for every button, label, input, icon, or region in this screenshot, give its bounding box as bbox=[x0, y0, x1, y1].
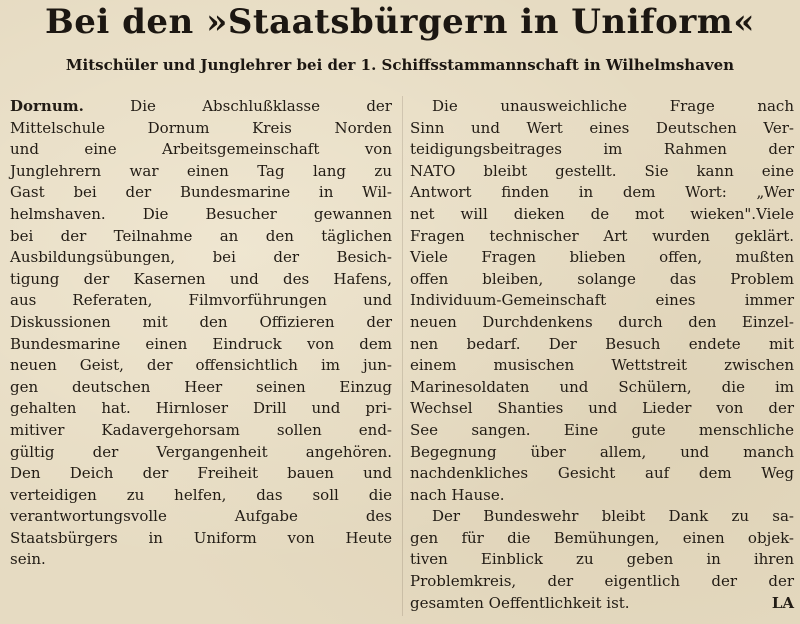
text-line: nachdenkliches Gesicht auf dem Weg bbox=[410, 464, 794, 483]
text-line: gültig der Vergangenheit angehören. bbox=[10, 442, 392, 461]
text-line: Marinesoldaten und Schülern, die im bbox=[410, 377, 794, 396]
text-line: offen bleiben, solange das Problem bbox=[410, 269, 794, 288]
text-line: neuen Durchdenkens durch den Einzel- bbox=[410, 312, 794, 331]
text-line: Staatsbürgers in Uniform von Heute bbox=[10, 528, 392, 547]
subheadline: Mitschüler und Junglehrer bei der 1. Schiffsstammannschaft in Wilhelmshaven bbox=[65, 56, 735, 74]
text-line: Antwort finden in dem Wort: „Wer bbox=[410, 183, 794, 202]
text-line: gehalten hat. Hirnloser Drill und pri- bbox=[10, 399, 392, 418]
text-line-content: gesamten Oeffentlichkeit ist. bbox=[410, 593, 630, 612]
text-line: Der Bundeswehr bleibt Dank zu sa- bbox=[432, 507, 794, 526]
text-line: aus Referaten, Filmvorführungen und bbox=[10, 291, 392, 310]
text-line: Junglehrern war einen Tag lang zu bbox=[10, 161, 392, 180]
right-column bbox=[410, 96, 794, 614]
text-line: Sinn und Wert eines Deutschen Ver- bbox=[410, 118, 794, 137]
text-line: teidigungsbeitrages im Rahmen der bbox=[410, 140, 794, 159]
headline: Bei den »Staatsbürgern in Uniform« bbox=[45, 2, 755, 42]
text-line: helmshaven. Die Besucher gewannen bbox=[10, 204, 392, 223]
text-line bbox=[10, 96, 392, 118]
text-line: mitiver Kadavergehorsam sollen end- bbox=[10, 420, 392, 439]
text-line: Fragen technischer Art wurden geklärt. bbox=[410, 226, 794, 245]
text-line: net will dieken de mot wieken".Viele bbox=[410, 204, 794, 223]
text-line: gen für die Bemühungen, einen objek- bbox=[410, 528, 794, 547]
text-line: bei der Teilnahme an den täglichen bbox=[10, 226, 392, 245]
text-line: verteidigen zu helfen, das soll die bbox=[10, 485, 392, 504]
author-signature: LA bbox=[771, 593, 794, 612]
text-line: Viele Fragen blieben offen, mußten bbox=[410, 248, 794, 267]
text-line: Mittelschule Dornum Kreis Norden bbox=[10, 118, 392, 137]
text-line-content: Die Abschlußklasse der bbox=[130, 97, 392, 115]
text-line: NATO bleibt gestellt. Sie kann eine bbox=[410, 161, 794, 180]
text-line: und eine Arbeitsgemeinschaft von bbox=[10, 140, 392, 159]
text-line: tiven Einblick zu geben in ihren bbox=[410, 550, 794, 569]
text-line: nen bedarf. Der Besuch endete mit bbox=[410, 334, 794, 353]
text-line: Den Deich der Freiheit bauen und bbox=[10, 464, 392, 483]
column-divider bbox=[402, 96, 403, 616]
left-column bbox=[10, 96, 392, 571]
text-line: einem musischen Wettstreit zwischen bbox=[410, 356, 794, 375]
text-line bbox=[410, 593, 794, 615]
dateline: Dornum. bbox=[10, 97, 84, 115]
text-line: Begegnung über allem, und manch bbox=[410, 442, 794, 461]
text-line: Bundesmarine einen Eindruck von dem bbox=[10, 334, 392, 353]
text-line: Diskussionen mit den Offizieren der bbox=[10, 312, 392, 331]
text-line: sein. bbox=[10, 550, 46, 569]
text-line: Individuum-Gemeinschaft eines immer bbox=[410, 291, 794, 310]
text-line: neuen Geist, der offensichtlich im jun- bbox=[10, 356, 392, 375]
text-line: verantwortungsvolle Aufgabe des bbox=[10, 507, 392, 526]
text-line: Problemkreis, der eigentlich der der bbox=[410, 572, 794, 591]
text-line: Ausbildungsübungen, bei der Besich- bbox=[10, 248, 392, 267]
text-line: gen deutschen Heer seinen Einzug bbox=[10, 377, 392, 396]
text-line: Wechsel Shanties und Lieder von der bbox=[410, 399, 794, 418]
text-line: Gast bei der Bundesmarine in Wil- bbox=[10, 183, 392, 202]
text-line: tigung der Kasernen und des Hafens, bbox=[10, 269, 392, 288]
text-line: Die unausweichliche Frage nach bbox=[432, 97, 794, 115]
text-line: See sangen. Eine gute menschliche bbox=[410, 420, 794, 439]
text-line: nach Hause. bbox=[410, 485, 505, 504]
